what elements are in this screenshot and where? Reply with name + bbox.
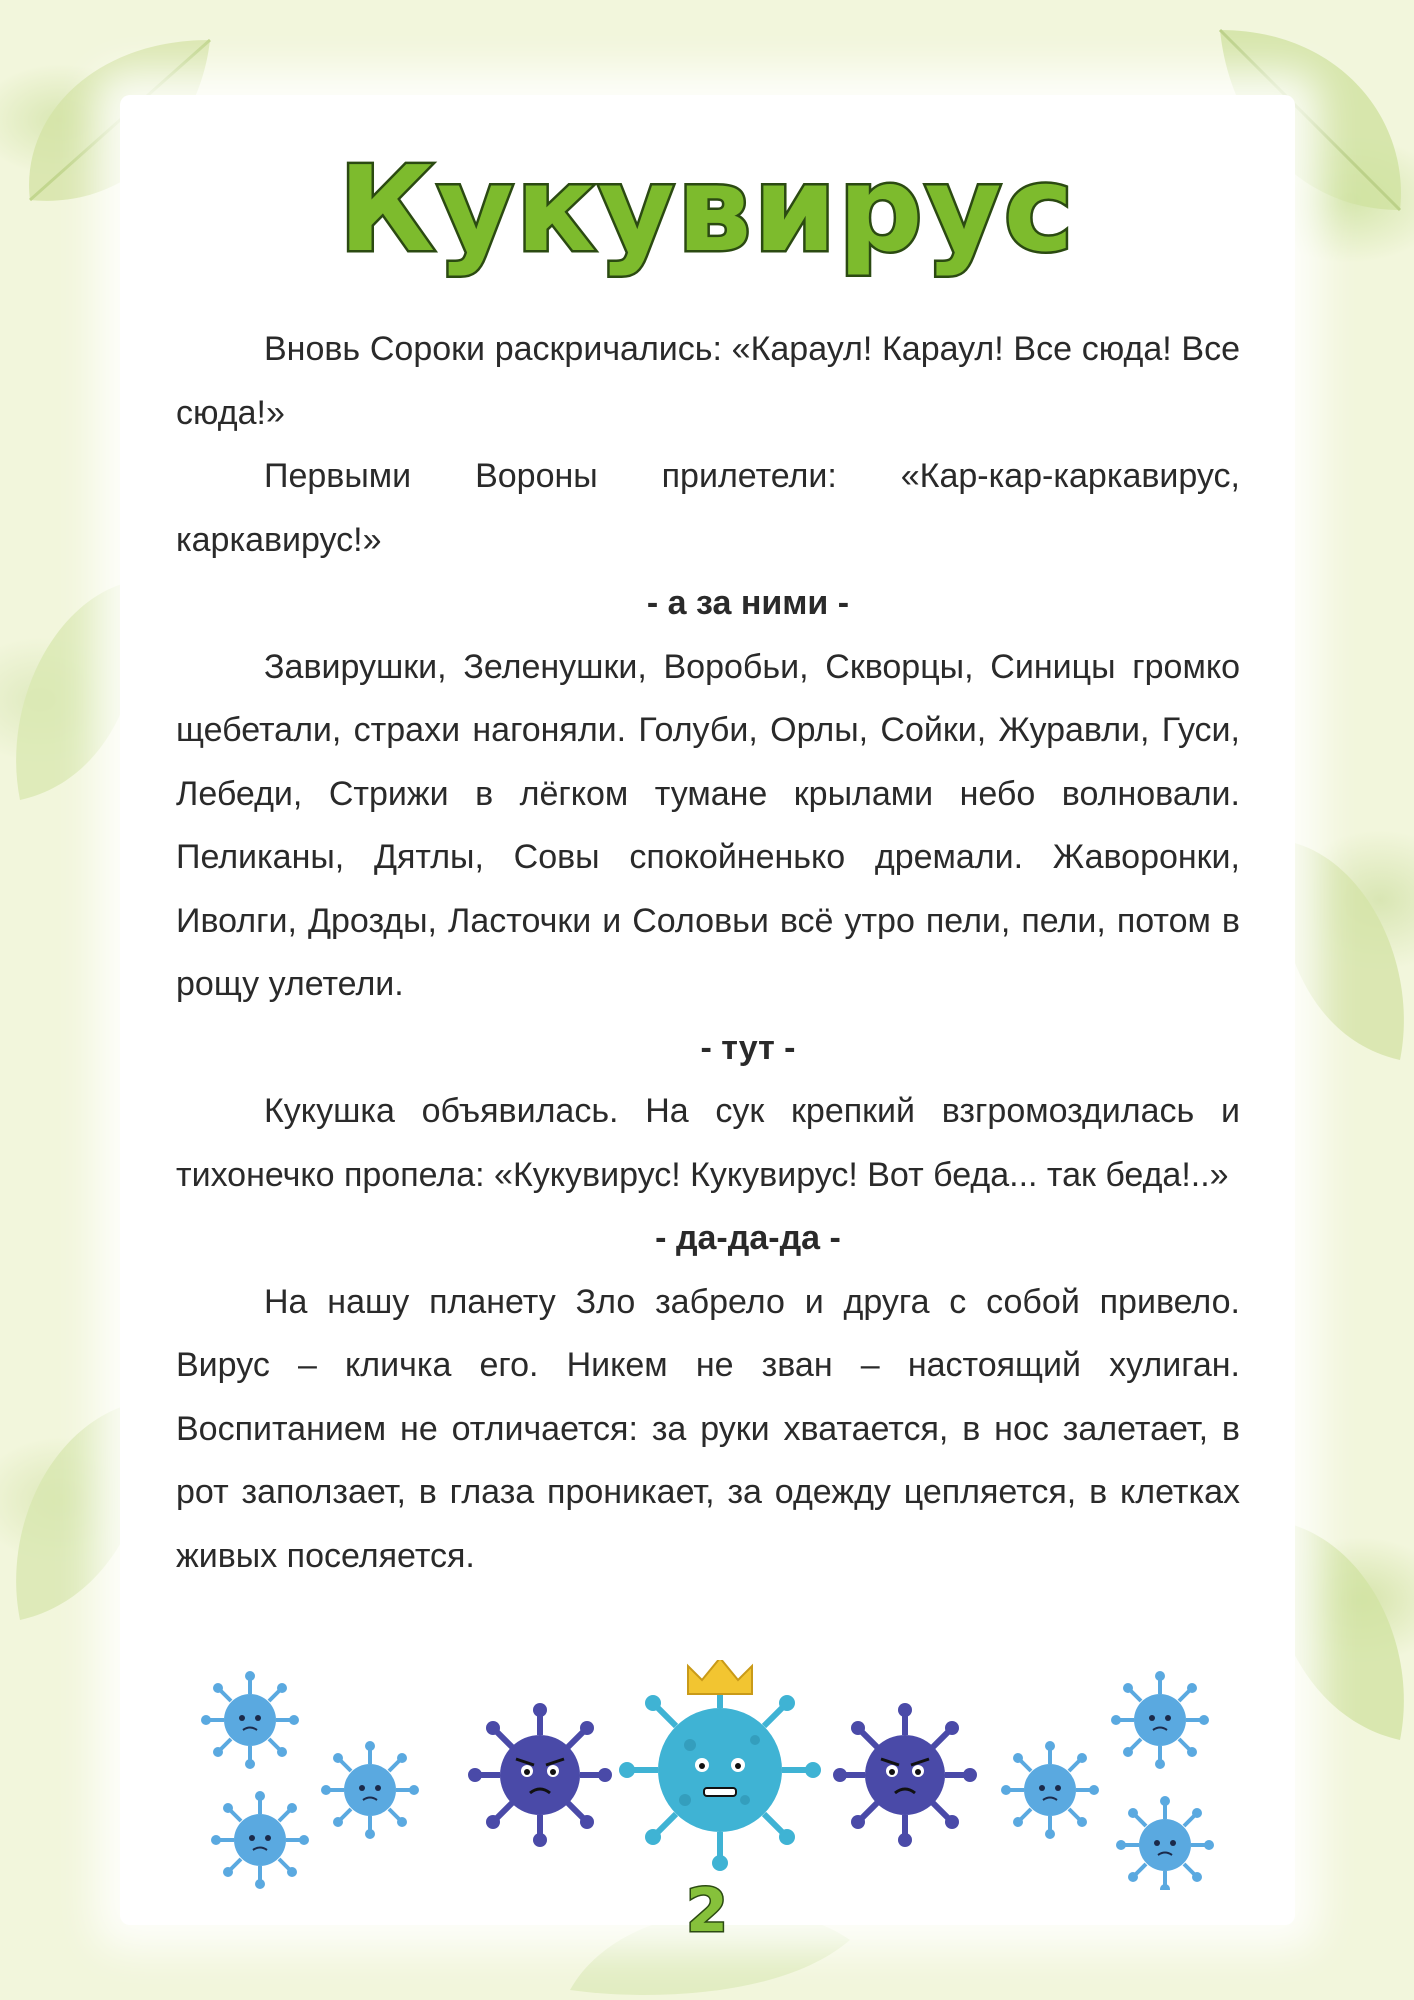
paragraph: На нашу планету Зло забрело и друга с собой привело. Вирус – кличка его. Никем не зван – настоящий хулиган. Воспитанием не отличается: за руки хватается, в нос залетает, в рот заползает, в глаза проникает, за одежду цепляется, в клетках живых поселяется. [176,1282,1240,1575]
virus-icon [1001,1741,1099,1839]
virus-icon [619,1680,821,1871]
subheading: - да-да-да - [655,1219,841,1257]
page-number: 2 [686,1876,728,1946]
crown-icon [688,1660,752,1694]
paragraph: Кукушка объявилась. На сук крепкий взгромоздилась и тихонечко пропела: «Кукувирус! Кукувирус! Вот беда... так беда!..» [176,1092,1240,1194]
subheading: - тут - [700,1028,796,1067]
virus-icon [201,1671,299,1769]
virus-icon [1111,1671,1209,1769]
paragraph: Первыми Вороны прилетели: «Кар-кар-каркавирус, каркавирус!» [176,457,1240,559]
virus-illustration [190,1660,1250,1890]
virus-icon [321,1741,419,1839]
paragraph: Завирушки, Зеленушки, Воробьи, Скворцы, Синицы громко щебетали, страхи нагоняли. Голуби, Орлы, Сойки, Журавли, Гуси, Лебеди, Стрижи в лёгком тумане крылами небо волновали. Пеликаны, Дятлы, Совы спокойненько дремали. Жаворонки, Иволги, Дрозды, Ласточки и Соловьи всё утро пели, пели, потом в рощу улетели. [176,647,1240,1003]
virus-icon [211,1791,309,1889]
virus-icon [833,1703,977,1847]
story-text [176,318,1240,1588]
page-title: Кукувирус [338,140,1076,278]
subheading: - а за ними - [646,584,850,622]
virus-icon [468,1703,612,1847]
paragraph: Вновь Сороки раскричались: «Караул! Караул! Все сюда! Все сюда!» [176,330,1240,432]
